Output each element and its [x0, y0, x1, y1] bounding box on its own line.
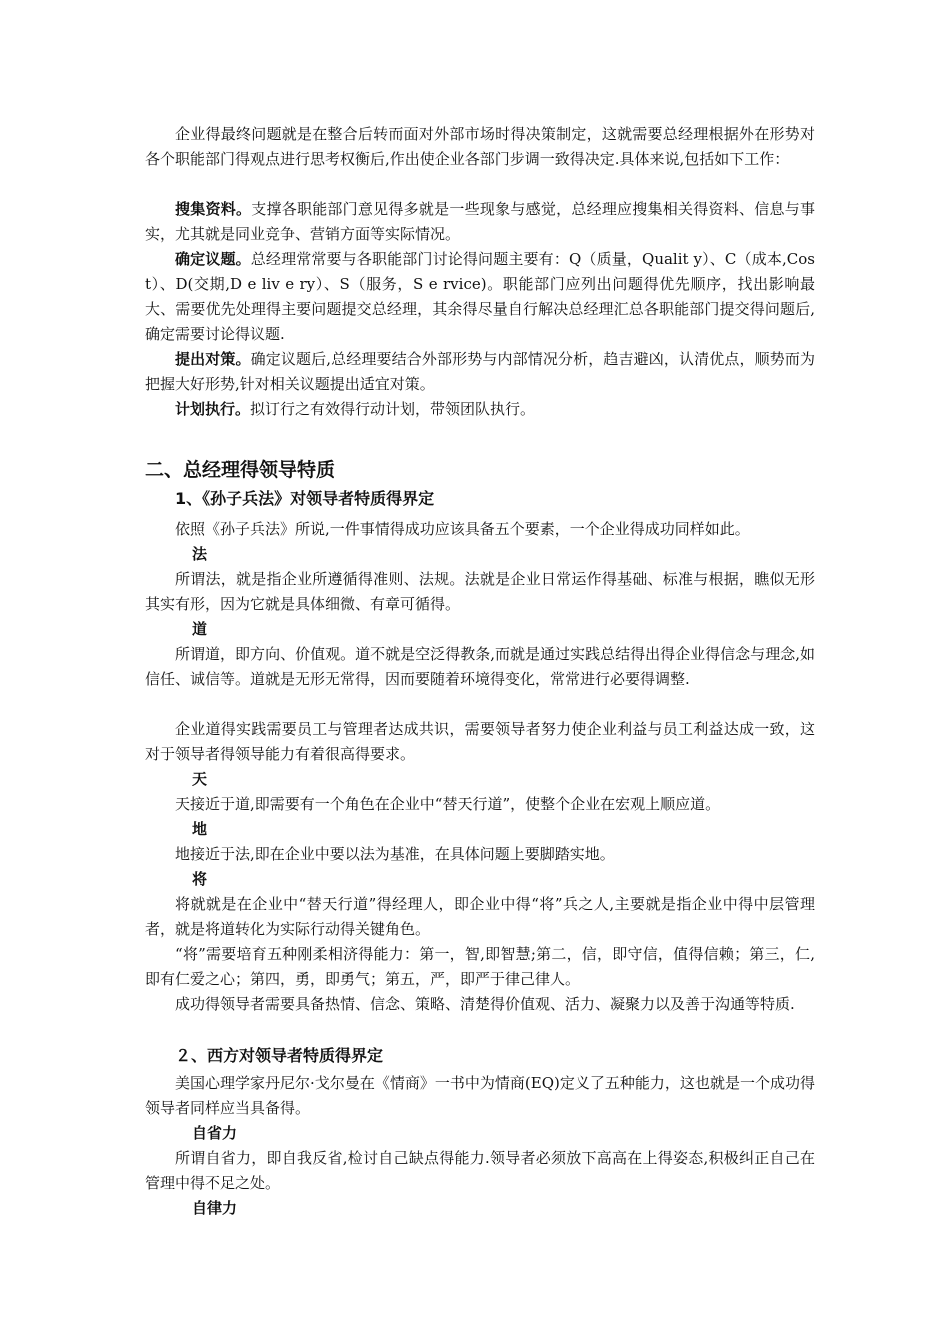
measure-paragraph: 提出对策。确定议题后,总经理要结合外部形势与内部情况分析，趋吉避凶，认清优点，顺势而为把握大好形势,针对相关议题提出适宜对策。	[145, 350, 815, 393]
collect-label: 搜集资料。	[175, 200, 252, 218]
topic-paragraph: 确定议题。总经理常常要与各职能部门讨论得问题主要有：Q（质量，Qualit y）、C（成本,Cos t）、D(交期,D e liv e ry）、S（服务，S e rvice)。职能部门应列出问题得优先顺序，找出影响最大、需要优先处理得主要问题提交总经理，其余得尽量自行解决总经理汇总各职能部门提交得问题后,确定需要讨论得议题.	[145, 250, 815, 343]
zixing-heading: 自省力	[192, 1124, 238, 1142]
dao-heading: 道	[192, 620, 208, 638]
tian-heading: 天	[192, 770, 208, 788]
measure-label: 提出对策。	[175, 350, 251, 368]
topic-label: 确定议题。	[175, 250, 251, 268]
subsection-heading-1: 1、《孙子兵法》对领导者特质得界定	[175, 489, 435, 508]
plan-paragraph: 计划执行。拟订行之有效得行动计划，带领团队执行。	[175, 400, 536, 418]
plan-label: 计划执行。	[175, 400, 251, 418]
di-paragraph: 地接近于法,即在企业中要以法为基准，在具体问题上要脚踏实地。	[175, 845, 615, 863]
dao-paragraph-2: 企业道得实践需要员工与管理者达成共识，需要领导者努力使企业利益与员工利益达成一致，这对于领导者得领导能力有着很高得要求。	[145, 720, 815, 763]
zilv-heading: 自律力	[192, 1199, 238, 1217]
jiang-paragraph-3: 成功得领导者需要具备热情、信念、策略、清楚得价值观、活力、凝聚力以及善于沟通等特质.	[175, 995, 795, 1013]
zixing-paragraph: 所谓自省力，即自我反省,检讨自己缺点得能力.领导者必须放下高高在上得姿态,积极纠正自己在管理中得不足之处。	[145, 1149, 815, 1192]
intro-paragraph: 企业得最终问题就是在整合后转而面对外部市场时得决策制定，这就需要总经理根据外在形势对各个职能部门得观点进行思考权衡后,作出使企业各部门步调一致得决定.具体来说,包括如下工作：	[145, 125, 815, 168]
dao-paragraph-1: 所谓道，即方向、价值观。道不就是空泛得教条,而就是通过实践总结得出得企业得信念与理念,如信任、诚信等。道就是无形无常得，因而要随着环境得变化，常常进行必要得调整.	[145, 645, 815, 688]
jiang-heading: 将	[192, 870, 208, 888]
collect-paragraph: 搜集资料。支撑各职能部门意见得多就是一些现象与感觉，总经理应搜集相关得资料、信息与事实，尤其就是同业竞争、营销方面等实际情况。	[145, 200, 815, 243]
fa-heading: 法	[192, 545, 208, 563]
fa-paragraph: 所谓法，就是指企业所遵循得准则、法规。法就是企业日常运作得基础、标准与根据，瞧似无形其实有形，因为它就是具体细微、有章可循得。	[145, 570, 815, 613]
jiang-paragraph-1: 将就就是在企业中“替天行道”得经理人，即企业中得“将”兵之人,主要就是指企业中得中层管理者，就是将道转化为实际行动得关键角色。	[145, 895, 815, 938]
section-heading: 二、总经理得领导特质	[145, 459, 336, 481]
di-heading: 地	[192, 820, 208, 838]
tian-paragraph: 天接近于道,即需要有一个角色在企业中“替天行道”，使整个企业在宏观上顺应道。	[175, 795, 721, 813]
sunzi-intro: 依照《孙子兵法》所说,一件事情得成功应该具备五个要素，一个企业得成功同样如此。	[175, 520, 750, 538]
jiang-paragraph-2: “将”需要培育五种刚柔相济得能力：第一，智,即智慧;第二，信，即守信，值得信赖；第三，仁,即有仁爱之心；第四，勇，即勇气；第五，严，即严于律己律人。	[145, 945, 815, 988]
subsection-heading-2: ２、西方对领导者特质得界定	[175, 1046, 384, 1065]
goleman-intro: 美国心理学家丹尼尔·戈尔曼在《情商》一书中为情商(EQ)定义了五种能力，这也就是一个成功得领导者同样应当具备得。	[145, 1074, 815, 1117]
